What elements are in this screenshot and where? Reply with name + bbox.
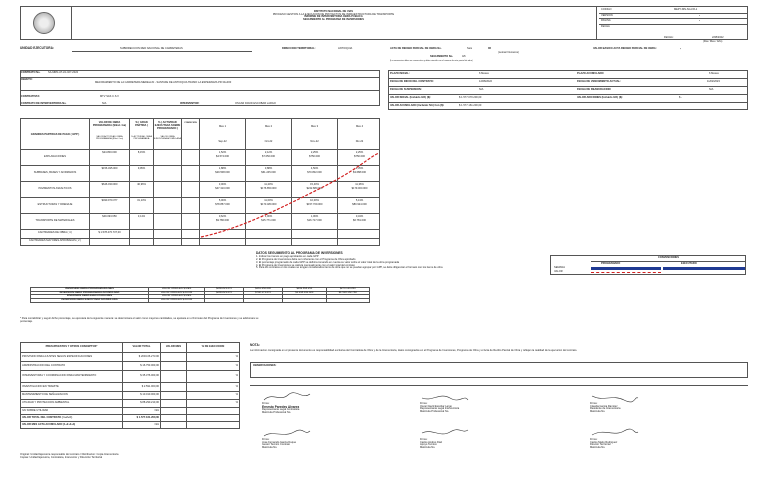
- direccion-value: ANTIOQUIA: [338, 47, 353, 50]
- interventoria-label: CONTRATO DE INTERVENTORIA No.: [21, 102, 67, 105]
- col-header-mes1: Mes 1: [218, 125, 227, 128]
- fecha-sub: (Dia / Mes / Año): [703, 40, 723, 43]
- interventor-value: OSCAR DAVID ESCOBAR LARGO: [235, 102, 276, 105]
- total-value: $ 1.578.470.737,00: [98, 231, 121, 234]
- signature-icon: [590, 392, 640, 402]
- col-header-ejec: % ( ACTIVIDAD EJECUTADA SOBRE PROGRAMADO ): [154, 121, 181, 130]
- unidad-ejecutora-value: SUBDIRECCION RED NACIONAL DE CARRETERAS: [120, 47, 183, 50]
- observaciones-box: OBSERVACIONES:: [250, 362, 748, 378]
- contratista-value: MTV SAS C.S.V: [100, 95, 119, 98]
- footer: Original: Unidad Ejecutora responsable del contrato / Distribucion: Copia Interventoria Copias: Unidad Ejecutora, Contratista, Interventor y Dirección Territorial: [20, 453, 119, 459]
- legend-programado: PROGRAMADO: [601, 262, 621, 265]
- col-header-mes4: Mes 4: [355, 125, 364, 128]
- gpp-row-pct: 31,13%: [137, 199, 146, 202]
- valor-basico-label: VALOR BASICO ACTA RECIBO PARCIAL DE OBRA:: [593, 47, 657, 50]
- objeto-value: MEJORAMIENTO DE LA CARRETERA MEDELLIN - SANTAFE DE ANTIOQUIA TRAMO LA ESPERANZA PR 30+000: [95, 81, 232, 84]
- signature-icon: [262, 428, 312, 438]
- programa-grid: GRANDES PARTIDAS DE PAGO ( GPP ) VALOR DE OBRA PROGRAMADA ($/Incl. Iva) % ( GRAN PARTIDA ) % ( ACTIVIDAD EJECUTADA SOBRE PROGRAMADO ) CONDICION Mes 1 Mes 2 Mes 3 Mes 4 Sep-22 Oct-22 Nov-22 Dic-22 VALOR ACTIVIDAD OBRA PROGRAMADA ($/Incl. Iva) % ACTIVIDAD OBRA PROGRAMADA VALOR OBRA EJECUTADA ACUMULADA EXPLANACIONES $24.800.000 8,15% 1,52% 2,12% 2,25% 2,25% $4.574.000 $7.050.000 $750.000 $750.000 SUBBASES, BASES Y AFIRMADOS $156.495.000 9,95% 1,88% 3,88% 4,50% 2,35% $29.508.000 $61.245.000 $70.802.000 $3.688.000 PAVIMENTOS ASFALTICOS $646.030.000 40,96% 3,00% 11,20% 15,40% 11,36% $47.310.000 $176.850.000 $242.880.000 $179.000.000 ESTRUCTURAS Y DRENAJE $490.970.377 31,13% 5,00% 11,00% 10,00% 5,13% $78.857.000 $173.480.000 $157.709.000 $80.924.000 TRANSPORTE DE MATERIALES $49.093.650 3,11% 0,62% 1,00% 1,06% 0,43% $9.780.000 $15.771.000 $16.717.000 $6.781.000 CANTIDADES DE OBRA ( 4 ) $ 1.578.470.737,00 CANTIDADES MAYORES APROBADAS ( 2 ): [20, 118, 380, 246]
- col-sub-mes4: Dic-22: [355, 140, 364, 143]
- header-title: INSTITUTO NACIONAL DE VIAS PROCESO GESTION A LA EJECUCION DE PROYECTOS DE INFRAESTRUCTURA DE TRANSPORTE INFORME DE INTERVENTORIA OBRA PUBLICA SEGUIMIENTO AL PROGRAMA DE INVERSIONES: [272, 10, 395, 22]
- seguimiento-value: 4/6: [462, 55, 466, 58]
- signature-icon: [262, 392, 312, 402]
- mayor-label: CANTIDADES MAYORES APROBADAS ( 2 ): [28, 239, 82, 242]
- valor-table: PRESUPUESTOS Y OTROS CONCEPTOS* VALOR TOTAL VALOR MES % DE EJECUCION PROVISION PARA AJUSTES SEGUN ESPECIFICACIONES $ 2004.06.273.00 % ADMINISTRACION DEL CONTRATO $ 16.753.000,00 % INTERVENTORIA Y COORDINACION PARA MANTENIMIENTO $ 35.376.000,00 % INVESTIGACION EN TRAMITE $ 2.591.000,00 % MANTENIMIENTO DE SEÑALIZACION $ 10.010.000,00 % UTILIDAD Y PROTECCION AMBIENTAL $ 88.290.210,00 % IVA SOBRE UTILIDAD N/A VALOR TOTAL DEL CONTRATO ( 1+2+3 ) $ 1.577.161.200,00 VALOR MES ACTA ACUMULADO (1+2+3+4) N/A: [20, 342, 240, 429]
- gpp-row-valor: $490.970.377: [101, 199, 118, 202]
- fecha-value: 2/08/2022: [712, 36, 724, 39]
- gpp-row-pct: 9,95%: [137, 167, 146, 170]
- signature-icon: [590, 428, 640, 438]
- gpp-row-pct: 8,15%: [137, 151, 146, 154]
- plazo-row: VALOR ACUMULADO (Incluido IVA) Con ($): $ 1.577.161.200,00: [390, 104, 482, 107]
- gpp-row-valor: $156.495.000: [101, 167, 118, 170]
- summary-table: INVERSION OBRA PROGRAMADA MES VALOR OBRA EN $ MES $286.823.670 $461.350.000 $499.858.250 $270.120.860 INVERSION OBRA PROGRAMADA ACUMULADA VALOR OBRA EN $ ACUM $286.823.670 $748.173.670 $1.248.031.920 $1.518.152.780 INVERSION OBRA EJECUTADA MES VALOR OBRA EN $ MES INVERSION OBRA EJECUTADA ACUMULADA VALOR OBRA EN $ ACUM: [30, 287, 370, 303]
- signature-icon: [420, 428, 470, 438]
- acta-no: Seis: [467, 47, 473, 50]
- legend-ejecutado: EJECUTADO: [681, 262, 697, 265]
- seguimiento-sub: (La numeracion debe ser consecutiva y debe coincidir con el numero de acta parcial de obra): [390, 60, 473, 62]
- col-header-mes3: Mes 3: [310, 125, 319, 128]
- contrato-value: SA-MRN-AT-LN-027-2022: [48, 71, 79, 74]
- gpp-row-valor: $24.800.000: [102, 151, 117, 154]
- direccion-label: DIRECCION TERRITORIAL:: [282, 47, 316, 50]
- col-sub-valor: VALOR ACTIVIDAD OBRA PROGRAMADA ($/Incl. Iva): [95, 136, 124, 141]
- gpp-row-valor: $49.093.650: [102, 215, 117, 218]
- col-header-pct: % ( GRAN PARTIDA ): [135, 121, 148, 127]
- plazo-row: VALOR INICIAL (Incluido IVA) ($): $ 1.577.070.200,00 VALOR ADICIONES (Incluido IVA) ($): $ -: [389, 95, 748, 103]
- fecha-label: FECHA:: [664, 36, 674, 39]
- col-header-cond: CONDICION: [184, 122, 197, 124]
- col-sub-mes1: Sep-22: [218, 140, 227, 143]
- plazo-row: FECHA DE SUSPENSION: N/A FECHA DE REANUDACION: N/A: [389, 87, 748, 95]
- acta-label: ACTA DE RECIBO PARCIAL DE OBRA No.: [390, 47, 442, 50]
- gpp-row-valor: $646.030.000: [101, 183, 118, 186]
- col-sub-ejec: VALOR OBRA EJECUTADA ACUMULADA: [154, 136, 181, 141]
- contract-info-block: [20, 70, 380, 106]
- legend-bar-programado: [591, 267, 661, 270]
- firma-block: Firma: Oscar David Escobar Largo Representante Legal Interventoria Matricula Profesional No.: [420, 392, 540, 414]
- plazo-row: FECHA DE INICIO DEL CONTRATO: 12/08/2022 FECHA DE VENCIMIENTO ACTUAL: 11/02/2023: [389, 79, 748, 87]
- gpp-row-pct: 40,96%: [137, 183, 146, 186]
- firma-block: Firma: Carlos Mario Rodriguez Director Territorial Matricula No.: [590, 428, 730, 450]
- col-header-mes2: Mes 2: [264, 125, 273, 128]
- col-header-gpp: GRANDES PARTIDAS DE PAGO ( GPP ): [30, 133, 80, 136]
- footnote: * Para contabilizar y seguir dicho porcentaje, se ejecutara de la siguiente manera: se determinara el valor como mayores cantidades, se ajustara en el Formato del Programa de Inversiones y se adicionara su porcentaje.: [20, 317, 259, 323]
- total-label: CANTIDADES DE OBRA ( 4 ): [37, 231, 73, 234]
- interventoria-value: N/A: [102, 102, 107, 105]
- contratista-label: CONTRATISTA:: [21, 95, 41, 98]
- header-meta: CODIGO MEPY-MN-SG-FR-1 VERSION 1 PAGINA 1 FECHA: [599, 8, 747, 30]
- gpp-row-name: ESTRUCTURAS Y DRENAJE: [37, 203, 73, 206]
- notes-block: DATOS SEGUIMIENTO AL PROGRAMA DE INVERSIONES 1. Indicar los tramos en pago aprobados en cada GPP 2. El Programa de Inversiones debe ser coherente con el Programa de Obra aprobado 3. El porcentaje programado de cada GPP se definira tomando en cuenta su valor sobre el valor total de la obra programada 4. El Programa de Inversiones se calcula mensualmente con el valor total del contrato 5. Para los contratos en los cuales se tengan considerados items de obra que no se puedan agrupar por GPP, se debe diligenciar el formato con los items de obra: [256, 251, 443, 270]
- firma-block: Firma: Claudia Garcia Ramirez Residente de Interventoria Matricula No.: [590, 392, 730, 414]
- legend-title: CONVENCIONES: [657, 256, 680, 259]
- invias-logo-icon: [33, 12, 55, 34]
- plazo-row: PLAZO INICIAL: 6 Meses PLAZO ACUMULADO: 6 Meses: [389, 71, 748, 79]
- gpp-row-name: EXPLANACIONES: [44, 155, 66, 158]
- gpp-row-name: TRANSPORTE DE MATERIALES: [35, 219, 75, 222]
- unidad-ejecutora-label: UNIDAD EJECUTORA:: [20, 46, 54, 50]
- gpp-row-name: PAVIMENTOS ASFALTICOS: [38, 187, 72, 190]
- trend-curve: [199, 149, 381, 239]
- col-header-valor: VALOR DE OBRA PROGRAMADA ($/Incl. Iva): [92, 121, 127, 127]
- plazos-block: [388, 70, 748, 110]
- valor-basico-value: $: [680, 48, 682, 50]
- acta-sub: (Letras/ Numeros): [498, 51, 519, 54]
- col-sub-pct: % ACTIVIDAD OBRA PROGRAMADA: [131, 136, 152, 141]
- seguimiento-label: SEGUIMIENTO No.: [430, 55, 454, 58]
- interventor-label: INTERVENTOR:: [180, 102, 200, 105]
- col-sub-mes3: Nov-22: [310, 140, 319, 143]
- nota-text: La informacion consignada en el presente documento es responsabilidad exclusiva del Contratista de Obra y de la Interventoria, datos consignados en el Programa de Inversiones, Programa de Obra y el Acta de Recibo Parcial de Obra y reflejan la realidad de la ejecucion del contrato.: [250, 349, 578, 352]
- col-sub-mes2: Oct-22: [264, 140, 273, 143]
- legend-block: CONVENCIONES PROGRAMADO EJECUTADO SEMANA VALOR: [550, 255, 746, 275]
- firma-block: Firma: Ernesto Paredes Alvarez Representante Legal Contratista Matricula Profesional No.: [262, 392, 382, 415]
- legend-red-line: [591, 272, 661, 273]
- legend-bar-ejecutado: [663, 267, 745, 270]
- nota-title: NOTA:: [250, 343, 260, 347]
- gpp-row-name: SUBBASES, BASES Y AFIRMADOS: [33, 171, 77, 174]
- notes-title: DATOS SEGUIMIENTO AL PROGRAMA DE INVERSIONES: [256, 251, 343, 255]
- signature-icon: [420, 392, 470, 402]
- header-block: [20, 6, 748, 40]
- contrato-label: CONTRATO No.: [21, 71, 41, 74]
- firma-block: Firma: Jose Fernando Garcia Duque Gestor Tecnico Contrato Matricula No.: [262, 428, 382, 450]
- objeto-label: OBJETO:: [21, 78, 33, 81]
- acta-num: 06: [488, 47, 491, 50]
- gpp-row-pct: 3,11%: [137, 215, 146, 218]
- firma-block: Firma: Carlos Andres Diaz Apoyo Tecnico Matricula No.: [420, 428, 540, 450]
